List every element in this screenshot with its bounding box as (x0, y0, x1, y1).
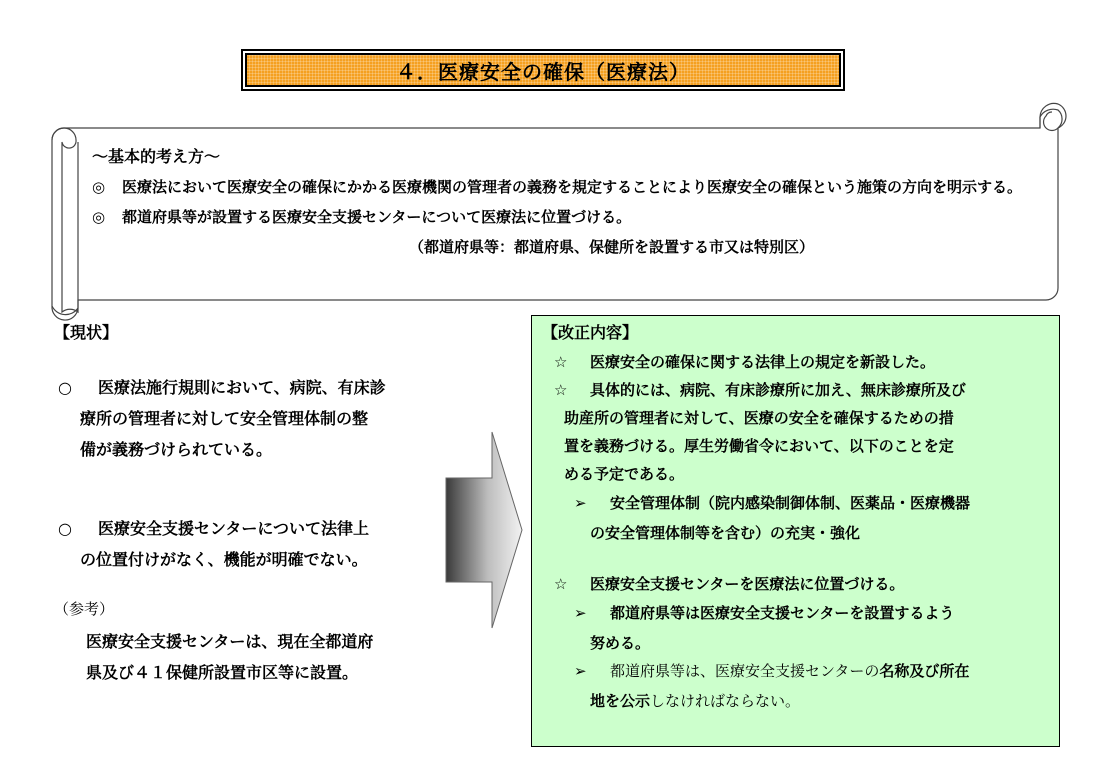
current-item-1 (58, 372, 448, 465)
revision-item-3-sub-2 (574, 656, 1054, 716)
current-item-2-line1: 医療安全支援センターについて法律上 (98, 519, 370, 538)
revision-item-3-sub-2-line2 (574, 686, 1054, 716)
current-item-2-line2: の位置付けがなく、機能が明確でない。 (80, 550, 368, 569)
reference-line2: 県及び４１保健所設置市区等に設置。 (86, 663, 359, 682)
revision-item-2-line1: 具体的には、病院、有床診療所に加え、無床診療所及び (590, 381, 966, 399)
concept-note: （都道府県等：都道府県、保健所を設置する市又は特別区） (408, 238, 814, 256)
revision-item-3-sub-1-line1: 都道府県等は医療安全支援センターを設置するよう (610, 604, 955, 622)
revision-item-3-sub-2-line2-bold: 地を公示 (590, 692, 651, 710)
revision-item-2 (554, 376, 1054, 488)
revision-item-3 (554, 570, 1049, 598)
revision-item-3-sub-2-line2-normal: しなければならない。 (650, 692, 801, 710)
arrow-bullet-icon: ➢ (574, 662, 587, 680)
revision-item-1-line1: 医療安全の確保に関する法律上の規定を新設した。 (590, 353, 936, 371)
revision-item-3-sub-1-line2: 努める。 (590, 634, 651, 652)
revision-item-3-sub-2-line1-bold: 名称及び所在 (879, 662, 970, 680)
reference-line1: 医療安全支援センターは、現在全都道府 (86, 632, 374, 651)
revision-item-2-line2: 助産所の管理者に対して、医療の安全を確保するための措 (564, 409, 954, 427)
revision-item-2-line3: 置を義務づける。厚生労働省令において、以下のことを定 (564, 437, 954, 455)
circle-bullet: ○ (58, 519, 72, 538)
right-arrow-icon (440, 430, 530, 630)
revision-item-3-line1: 医療安全支援センターを医療法に位置づける。 (590, 575, 905, 593)
current-status-title: 【現状】 (54, 323, 119, 342)
circle-bullet: ○ (58, 378, 72, 397)
double-circle-bullet: ◎ (92, 208, 106, 226)
concept-item-1 (92, 172, 1052, 202)
basic-concept-heading: ～基本的考え方～ (92, 147, 221, 166)
current-item-1-line2: 療所の管理者に対して安全管理体制の整 (80, 409, 369, 428)
revision-content-panel (531, 315, 1060, 747)
reference-text (86, 626, 466, 688)
arrow-bullet-icon: ➢ (574, 604, 587, 622)
revision-item-2-sub-line1: 安全管理体制（院内感染制御体制、医薬品・医療機器 (610, 494, 971, 512)
revision-item-2-sub-line2: の安全管理体制等を含む）の充実・強化 (590, 524, 861, 542)
revision-item-2-line4: める予定である。 (564, 465, 685, 483)
star-bullet-icon: ☆ (554, 575, 568, 593)
revision-item-3-sub-1 (574, 598, 1054, 658)
concept-item-1-text: 医療法において医療安全の確保にかかる医療機関の管理者の義務を規定することにより医療安全の確保という施策の方向を明示する。 (122, 178, 1023, 196)
reference-title: （参考） (54, 600, 115, 618)
current-status-section (54, 320, 454, 700)
basic-concept-panel (92, 142, 1052, 262)
revision-item-2-sub (574, 488, 1054, 548)
page-title: ４．医療安全の確保（医療法） (396, 59, 690, 84)
current-item-1-line3: 備が義務づけられている。 (80, 440, 273, 459)
star-bullet-icon: ☆ (554, 353, 568, 371)
revision-item-3-sub-2-line1-normal: 都道府県等は、医療安全支援センターの (610, 662, 880, 680)
revision-title: 【改正内容】 (542, 323, 639, 342)
current-item-2 (58, 513, 448, 575)
current-item-1-line1: 医療法施行規則において、病院、有床診 (98, 378, 386, 397)
arrow-bullet-icon: ➢ (574, 494, 587, 512)
concept-item-2 (92, 202, 1052, 232)
star-bullet-icon: ☆ (554, 381, 568, 399)
revision-item-1 (554, 348, 1049, 376)
double-circle-bullet: ◎ (92, 178, 106, 196)
concept-item-2-text: 都道府県等が設置する医療安全支援センターについて医療法に位置づける。 (122, 208, 632, 226)
revision-item-3-sub-2-line1 (574, 656, 1054, 686)
